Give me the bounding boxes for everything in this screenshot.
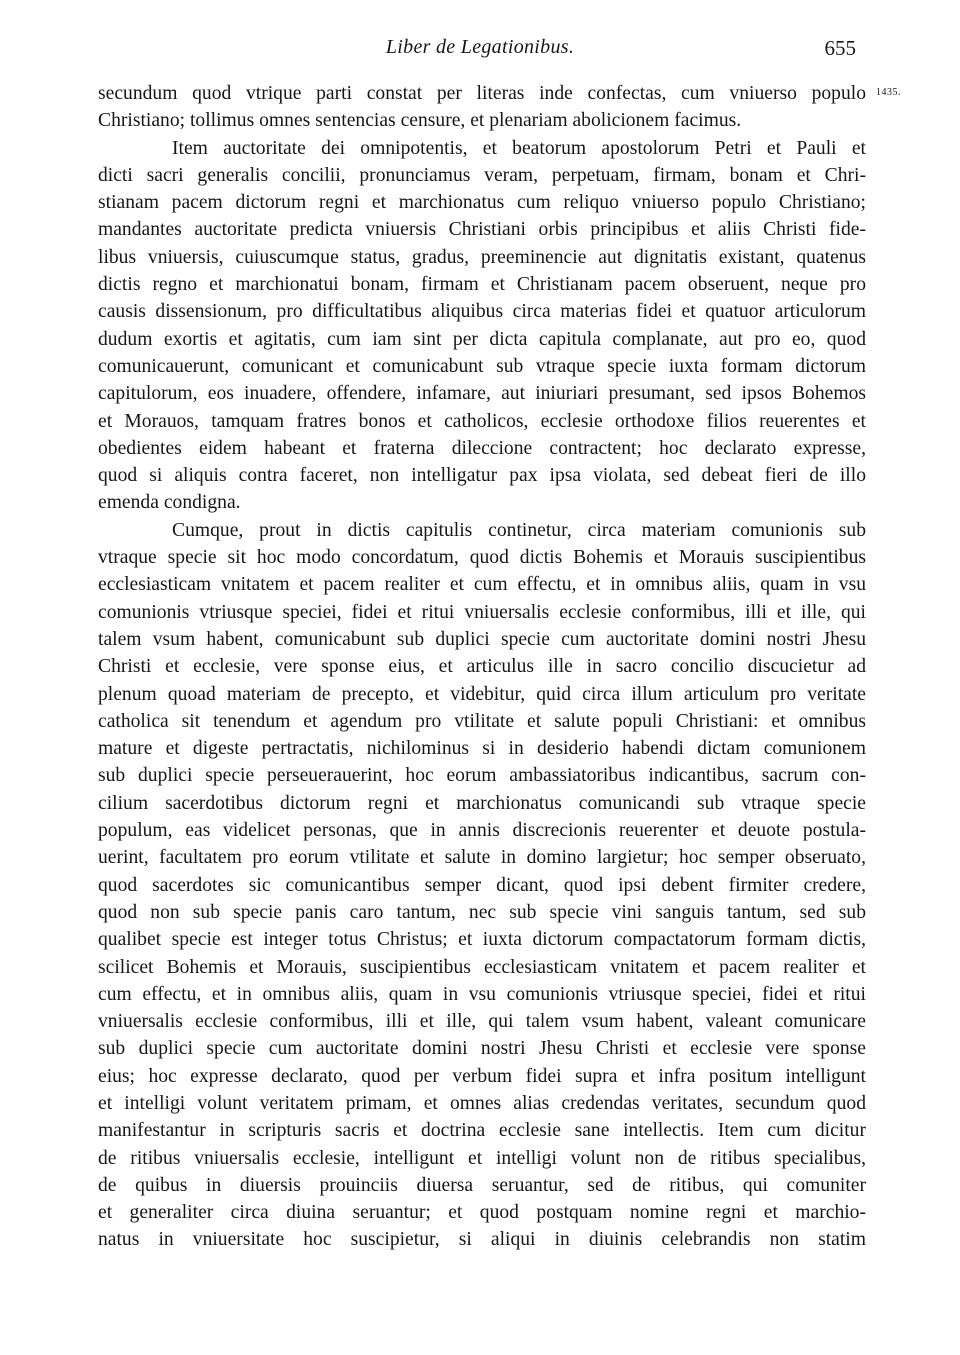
text-line: Cumque, prout in dictis capitulis continetur, circa materiam comunionis sub	[172, 519, 866, 541]
text-line: Christi et ecclesie, vere sponse eius, et articulus ille in sacro concilio discucietur ad	[98, 656, 866, 678]
text-line: et intelligi volunt veritatem primam, et omnes alias credendas veritates, secundum quod	[98, 1092, 866, 1114]
text-line: quod sacerdotes sic comunicantibus semper dicant, quod ipsi debent firmiter credere,	[98, 874, 866, 896]
text-line: cilium sacerdotibus dictorum regni et marchionatus comunicandi sub vtraque specie	[98, 792, 866, 814]
text-line	[98, 1254, 866, 1281]
text-line: dictis regno et marchionatui bonam, firmam et Christianam pacem obseruent, neque pro	[98, 274, 866, 296]
text-line: ecclesiasticam vnitatem et pacem realiter et cum effectu, et in omnibus aliis, quam in vsu	[98, 574, 866, 596]
text-line: sub duplici specie perseuerauerint, hoc eorum ambassiatoribus indicantibus, sacrum con-	[98, 765, 866, 787]
body-text	[98, 80, 866, 1281]
text-line: vtraque specie sit hoc modo concordatum, quod dictis Bohemis et Morauis suscipientibus	[98, 547, 866, 569]
text-line: vniuersalis ecclesie conformibus, illi et ille, qui talem vsum habent, valeant comunicare	[98, 1011, 866, 1033]
text-line: quod si aliquis contra faceret, non intelligatur pax ipsa violata, sed debeat fieri de illo	[98, 465, 866, 487]
text-line: catholica sit tenendum et agendum pro vtilitate et salute populi Christiani: et omnibus	[98, 710, 866, 732]
text-line: natus in vniuersitate hoc suscipietur, si aliqui in diuinis celebrandis non statim	[98, 1229, 866, 1251]
text-line: mature et digeste pertractatis, nichilominus si in desiderio habendi dictam comunionem	[98, 738, 866, 760]
text-line: causis dissensionum, pro difficultatibus aliquibus circa materias fidei et quatuor articulorum	[98, 301, 866, 323]
text-line: eius; hoc expresse declarato, quod per verbum fidei supra et infra positum intelligunt	[98, 1065, 866, 1087]
text-line: uerint, facultatem pro eorum vtilitate et salute in domino largietur; hoc semper obseruato,	[98, 847, 866, 869]
text-line: dicti sacri generalis concilii, pronunciamus veram, perpetuam, firmam, bonam et Chri-	[98, 164, 866, 186]
text-line: plenum quoad materiam de precepto, et videbitur, quid circa illum articulum pro veritate	[98, 683, 866, 705]
text-line: scilicet Bohemis et Morauis, suscipientibus ecclesiasticam vnitatem et pacem realiter et	[98, 956, 866, 978]
text-line: secundum quod vtrique parti constat per literas inde confectas, cum vniuerso populo	[98, 83, 866, 104]
text-line: manifestantur in scripturis sacris et doctrina ecclesie sane intellectis. Item cum dicitur	[98, 1120, 866, 1142]
text-line: talem vsum habent, comunicabunt sub duplici specie cum auctoritate domini nostri Jhesu	[98, 628, 866, 650]
text-line: comunionis vtriusque speciei, fidei et ritui vniuersalis ecclesie conformibus, illi et ille, qui	[98, 601, 866, 623]
text-line: emenda condigna.	[98, 492, 241, 514]
page-number: 655	[824, 36, 856, 60]
running-title: Liber de Legationibus.	[385, 36, 575, 58]
text-line: stianam pacem dictorum regni et marchionatus cum reliquo vniuerso populo Christiano;	[98, 192, 866, 214]
margin-note-year: 1435.	[876, 87, 901, 98]
text-line: quod non sub specie panis caro tantum, nec sub specie vini sanguis tantum, sed sub	[98, 901, 866, 923]
text-line: cum effectu, et in omnibus aliis, quam in vsu comunionis vtriusque speciei, fidei et ritui	[98, 983, 866, 1005]
text-line: capitulorum, eos inuadere, offendere, infamare, aut iniuriari presumant, sed ipsos Bohemos	[98, 383, 866, 405]
page-header	[0, 36, 960, 68]
text-line: Item auctoritate dei omnipotentis, et beatorum apostolorum Petri et Pauli et	[172, 137, 866, 159]
text-line: obedientes eidem habeant et fraterna dileccione contractent; hoc declarato expresse,	[98, 437, 866, 459]
text-line: comunicauerunt, comunicant et comunicabunt sub vtraque specie iuxta formam dictorum	[98, 355, 866, 377]
text-line: populum, eas videlicet personas, que in annis discrecionis reuerenter et deuote postula-	[98, 820, 866, 842]
text-line: et generaliter circa diuina seruantur; et quod postquam nomine regni et marchio-	[98, 1202, 866, 1224]
text-line: de quibus in diuersis prouinciis diuersa seruantur, sed de ritibus, qui comuniter	[98, 1174, 866, 1196]
text-line: libus vniuersis, cuiuscumque status, gradus, preeminencie aut dignitatis existant, quatenus	[98, 246, 866, 268]
text-line: sub duplici specie cum auctoritate domini nostri Jhesu Christi et ecclesie vere sponse	[98, 1038, 866, 1060]
text-line: et Morauos, tamquam fratres bonos et catholicos, ecclesie orthodoxe filios reuerentes et	[98, 410, 866, 432]
text-line: mandantes auctoritate predicta vniuersis Christiani orbis principibus et aliis Christi fide-	[98, 219, 866, 241]
text-line: Christiano; tollimus omnes sentencias censure, et plenariam abolicionem facimus.	[98, 110, 742, 132]
text-line: qualibet specie est integer totus Christus; et iuxta dictorum compactatorum formam dictis,	[98, 929, 866, 951]
text-line: de ritibus vniuersalis ecclesie, intelligunt et intelligi volunt non de ritibus specialibus,	[98, 1147, 866, 1169]
text-line: dudum exortis et agitatis, cum iam sint per dicta capitula complanate, aut pro eo, quod	[98, 328, 866, 350]
